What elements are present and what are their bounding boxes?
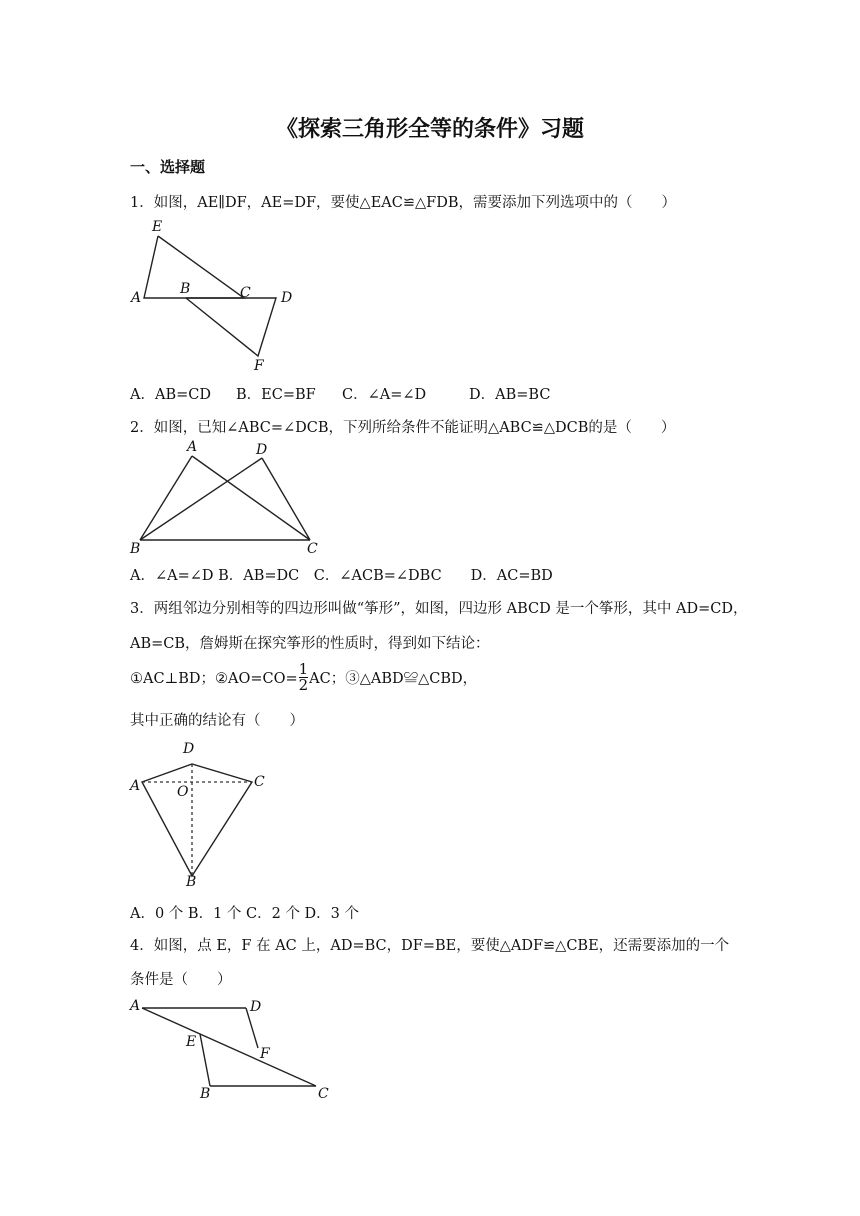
q3-fraction-denominator: 2 [298,675,309,694]
question-3-line-2: AB=CB，詹姆斯在探究筝形的性质时，得到如下结论： [130,636,490,652]
q3-options: A．0 个 B．1 个 C．2 个 D．3 个 [130,906,360,922]
q1-label-c: C [240,285,251,301]
q3-label-c: C [254,774,265,790]
q2-label-a: A [187,439,198,455]
q2-label-b: B [130,541,141,557]
q1-label-f: F [254,358,264,374]
q3-label-d: D [183,741,195,757]
question-4-line-1: 4．如图，点 E，F 在 AC 上，AD=BC，DF=BE，要使△ADF≌△CBE，还需要添加的一个 [130,938,730,954]
q3-label-b: B [186,874,197,890]
question-2-text: 2．如图，已知∠ABC=∠DCB，下列所给条件不能证明△ABC≌△DCB的是（ ） [130,420,676,436]
q4-label-f: F [260,1046,270,1062]
q3-conclusion-part-1: ①AC⊥BD；②AO=CO= [130,670,298,687]
q1-option-d: D．AB=BC [469,387,551,403]
figure-segment [142,764,252,876]
q2-label-c: C [307,541,318,557]
figure-segment [262,458,310,540]
question-3-line-4: 其中正确的结论有（ ） [130,713,304,729]
question-2-figure [130,438,330,560]
q2-options: A．∠A=∠D B．AB=DC C．∠ACB=∠DBC D．AC=BD [130,568,553,584]
q1-label-d: D [281,290,293,306]
question-3-line-1: 3．两组邻边分别相等的四边形叫做“筝形”，如图，四边形 ABCD 是一个筝形，其中 AD=CD， [130,601,748,617]
figure-segment [140,456,192,540]
question-3-conclusions [130,659,477,695]
q1-option-c: C．∠A=∠D [342,387,427,403]
q1-option-b: B．EC=BF [236,387,316,403]
q1-triangle-fdb [186,298,276,356]
q3-label-o: O [177,784,189,800]
q4-label-a: A [130,998,141,1014]
page-title: 《探索三角形全等的条件》习题 [275,116,584,142]
q3-fraction-half [298,659,309,694]
q4-label-d: D [250,999,262,1015]
question-3-figure [130,738,280,890]
q2-label-d: D [256,442,268,458]
section-heading: 一、选择题 [130,158,206,176]
q1-option-a: A．AB=CD [130,387,211,403]
q4-label-e: E [186,1034,197,1050]
q1-label-e: E [152,219,163,235]
figure-segment [140,458,262,540]
q4-label-b: B [200,1086,211,1102]
figure-segment [192,456,310,540]
q3-conclusion-part-2: AC；③△ABD≌△CBD， [309,670,478,687]
q3-label-a: A [130,778,141,794]
q1-triangle-eac [144,236,244,298]
q3-fraction-numerator: 1 [298,659,309,678]
q4-label-c: C [318,1086,329,1102]
question-1-text: 1．如图，AE∥DF，AE=DF，要使△EAC≌△FDB，需要添加下列选项中的（ ） [130,195,676,211]
q1-label-b: B [180,281,191,297]
question-4-line-2: 条件是（ ） [130,972,232,988]
figure-segment [200,1034,210,1086]
q1-label-a: A [131,290,142,306]
question-1-figure [130,216,310,376]
figure-segment [142,1008,316,1086]
question-4-figure [130,994,340,1104]
